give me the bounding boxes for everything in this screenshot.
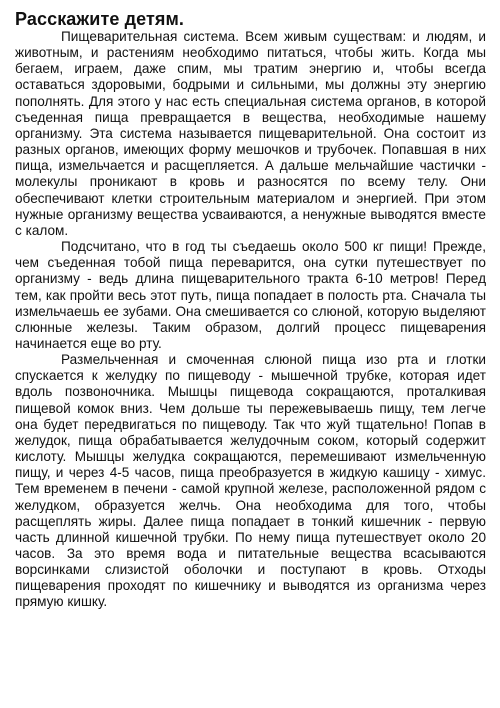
- paragraph-food-journey: Подсчитано, что в год ты съедаешь около 500 кг пищи! Прежде, чем съеденная тобой пища переварится, она сутки путешествует по организму - ведь длина пищеварительного тракта 6-10 метров! Перед тем, как пройти весь этот путь, пища попадает в полость рта. Сначала ты измельчаешь ее зубами. Она смешивается со слюной, которую выделяют слюнные железы. Таким образом, долгий процесс пищеварения начинается еще во рту.: [15, 239, 486, 351]
- page-title: Расскажите детям.: [15, 9, 185, 29]
- paragraph-digestive-system: Пищеварительная система. Всем живым существам: и людям, и животным, и растениям необходимо питаться, чтобы жить. Когда мы бегаем, играем, даже спим, мы тратим энергию и, чтобы всегда оставаться здоровыми, бодрыми и сильными, мы должны эту энергию пополнять. Для этого у нас есть специальная система органов, в которой съеденная пища превращается в вещества, необходимые нашему организму. Эта система называется пищеварительной. Она состоит из разных органов, имеющих форму мешочков и трубочек. Попавшая в них пища, измельчается и расщепляется. А дальше мельчайшие частички - молекулы проникают в кровь и разносятся по всему телу. Они обеспечивают клетки строительным материалом и энергией. При этом нужные организму вещества усваиваются, а ненужные выводятся вместе с калом.: [15, 29, 486, 238]
- paragraph-stomach-intestine: Размельченная и смоченная слюной пища изо рта и глотки спускается к желудку по пищеводу - мышечной трубке, которая идет вдоль позвоночника. Мышцы пищевода сокращаются, проталкивая пищевой комок вниз. Чем дольше ты пережевываешь пищу, тем легче она будет передвигаться по пищеводу. Так что жуй тщательно! Попав в желудок, пища обрабатывается желудочным соком, который содержит кислоту. Мышцы желудка сокращаются, перемешивают измельченную пищу, и через 4-5 часов, пища преобразуется в жидкую кашицу - химус. Тем временем в печени - самой крупной железе, расположенной рядом с желудком, образуется желчь. Она необходима для того, чтобы расщеплять жиры. Далее пища попадает в тонкий кишечник - первую часть длинной кишечной трубки. По нему пища путешествует около 20 часов. За это время вода и питательные вещества всасываются ворсинками слизистой оболочки и поступают в кровь. Отходы пищеварения проходят по кишечнику и выводятся из организма через прямую кишку.: [15, 352, 486, 610]
